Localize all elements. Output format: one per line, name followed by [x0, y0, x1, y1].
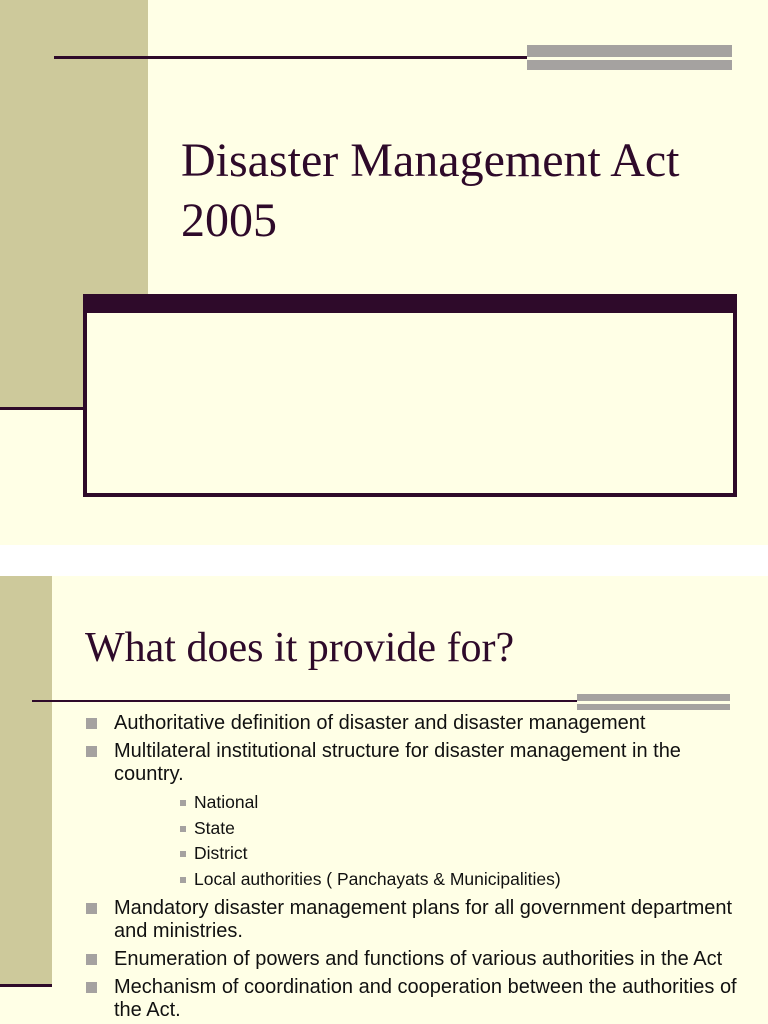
subtitle-box — [83, 294, 737, 497]
sub-bullet-text: Local authorities ( Panchayats & Municipalities) — [194, 868, 561, 889]
sub-bullet-text: District — [194, 843, 248, 863]
sub-list-item — [180, 816, 746, 842]
bullet-square-icon — [86, 718, 97, 729]
bullet-text: Mechanism of coordination and cooperation between the authorities of the Act. — [114, 976, 737, 1021]
list-item — [86, 712, 746, 735]
accent-bar — [527, 45, 732, 70]
list-item — [86, 897, 746, 943]
title-line-1: Disaster Management Act — [181, 134, 680, 187]
list-item — [86, 976, 746, 1022]
side-band — [0, 576, 52, 986]
sub-bullet-text: National — [194, 792, 259, 812]
bullet-square-icon — [86, 903, 97, 914]
list-item — [86, 948, 746, 971]
bullet-text: Multilateral institutional structure for disaster management in the country. — [114, 740, 681, 785]
list-item — [86, 740, 746, 892]
bullet-square-icon — [86, 954, 97, 965]
bullet-square-icon — [180, 826, 186, 832]
sub-list-item — [180, 790, 746, 816]
bullet-text: Enumeration of powers and functions of various authorities in the Act — [114, 948, 723, 970]
sub-list-item — [180, 841, 746, 867]
subtitle-text — [87, 313, 733, 337]
sub-list-item — [180, 867, 746, 893]
side-rule — [0, 407, 84, 410]
content-slide — [0, 576, 768, 1024]
slide-title — [181, 131, 741, 251]
accent-bar — [577, 694, 730, 710]
bullet-text: Authoritative definition of disaster and disaster management — [114, 712, 646, 734]
side-rule — [0, 984, 52, 987]
title-line-2: 2005 — [181, 194, 277, 247]
bullet-list — [86, 712, 746, 1024]
bullet-square-icon — [180, 800, 186, 806]
bullet-square-icon — [180, 877, 186, 883]
bullet-square-icon — [86, 746, 97, 757]
bullet-square-icon — [180, 851, 186, 857]
bullet-square-icon — [86, 982, 97, 993]
sub-bullet-list — [114, 790, 746, 892]
slide-title: What does it provide for? — [85, 625, 515, 671]
bullet-text: Mandatory disaster management plans for all government department and ministries. — [114, 897, 733, 942]
sub-bullet-text: State — [194, 817, 235, 838]
